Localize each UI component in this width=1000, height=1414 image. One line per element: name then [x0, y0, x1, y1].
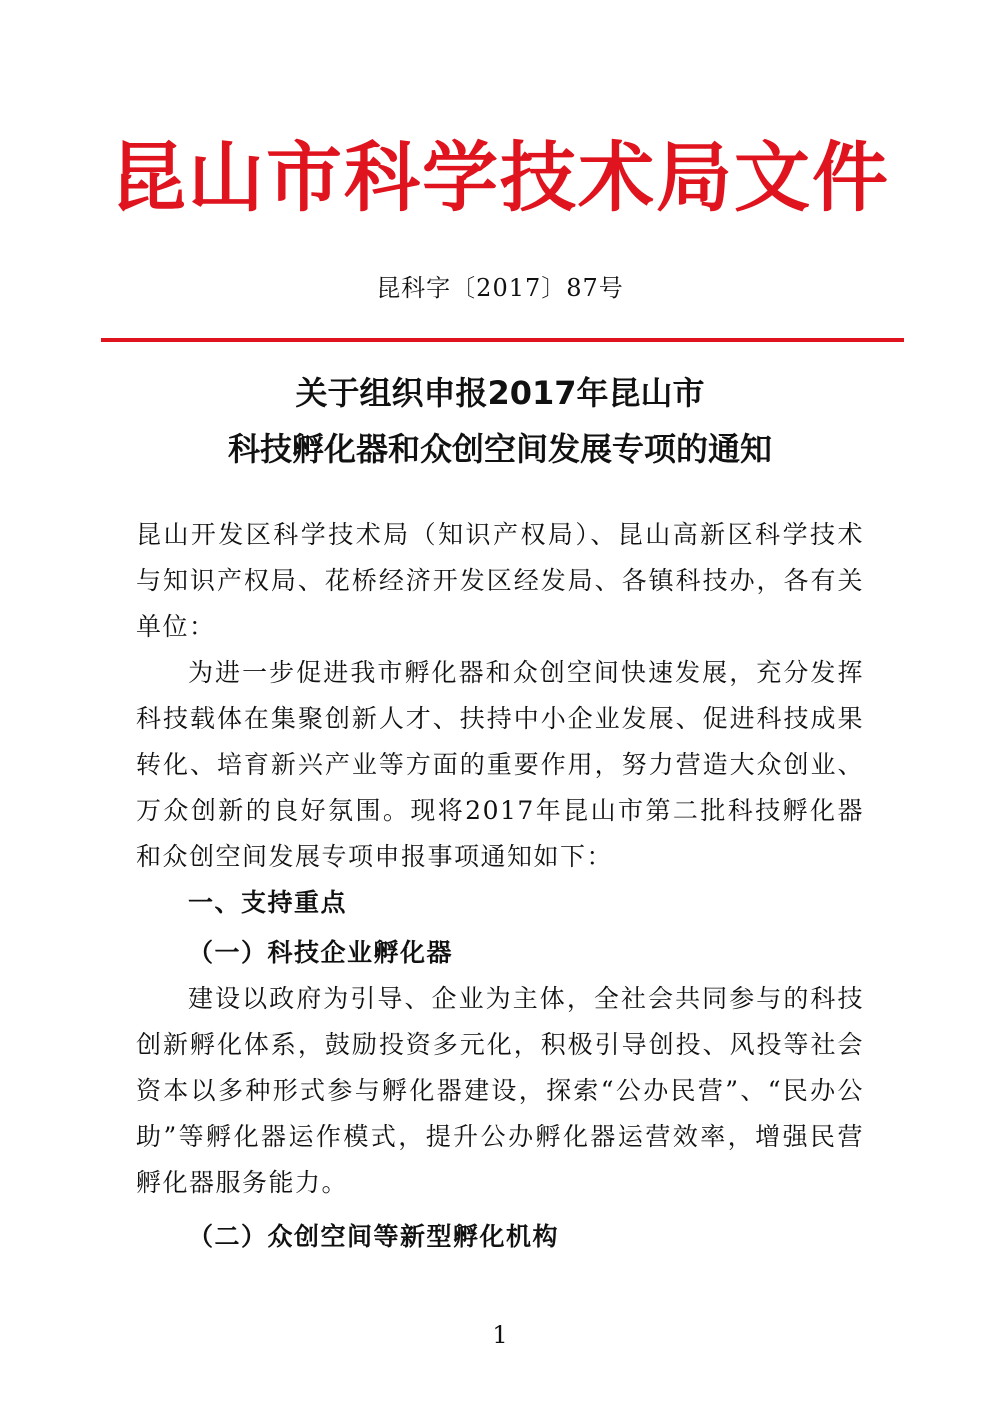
intro-paragraph: 为进一步促进我市孵化器和众创空间快速发展，充分发挥科技载体在集聚创新人才、扶持中小企业发展、促进科技成果转化、培育新兴产业等方面的重要作用，努力营造大众创业、万众创新的良好氛围。现将2017年昆山市第二批科技孵化器和众创空间发展专项申报事项通知如下：: [136, 658, 864, 871]
page-number: 1: [492, 1321, 508, 1349]
masthead-title: 昆山市科学技术局文件: [110, 133, 890, 222]
notice-title: [0, 365, 1000, 477]
notice-title-line-1: 关于组织申报2017年昆山市: [295, 374, 705, 412]
incubator-paragraph: 建设以政府为引导、企业为主体，全社会共同参与的科技创新孵化体系，鼓励投资多元化，积极引导创投、风投等社会资本以多种形式参与孵化器建设，探索“公办民营”、“民办公助”等孵化器运作模式，提升公办孵化器运营效率，增强民营孵化器服务能力。: [136, 984, 864, 1197]
notice-title-line-2: 科技孵化器和众创空间发展专项的通知: [227, 430, 772, 468]
recipients-paragraph: 昆山开发区科学技术局（知识产权局）、昆山高新区科学技术与知识产权局、花桥经济开发区经发局、各镇科技办，各有关单位：: [136, 520, 864, 641]
subsection-heading-incubator: （一）科技企业孵化器: [188, 938, 454, 967]
document-number: 昆科字〔2017〕87号: [376, 274, 624, 302]
red-divider-rule: [101, 338, 904, 342]
section-heading-support-focus: 一、支持重点: [188, 888, 348, 917]
subsection-heading-makerspace: （二）众创空间等新型孵化机构: [188, 1222, 560, 1251]
notice-body: [136, 512, 864, 1260]
